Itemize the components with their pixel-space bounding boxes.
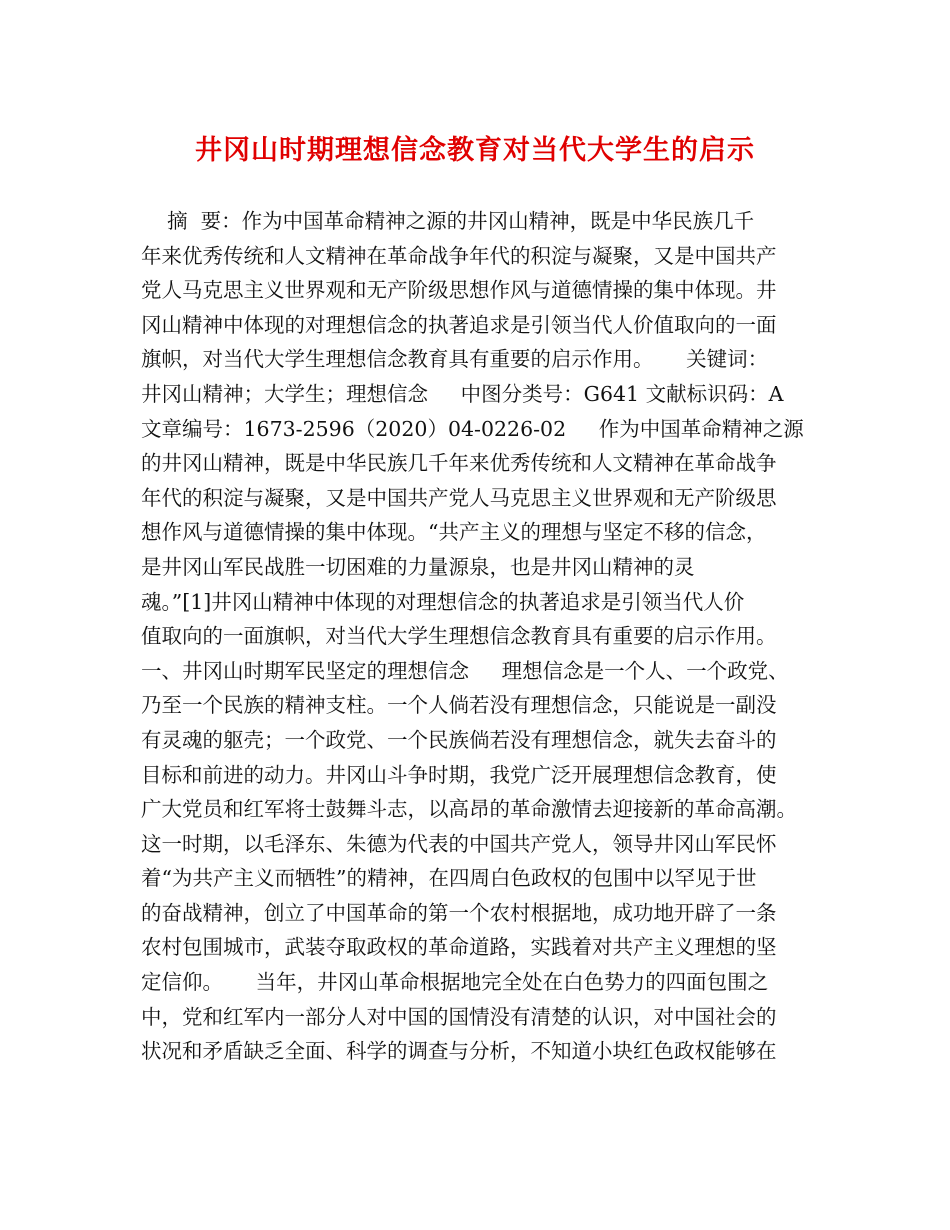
body-text-line: 想作风与道德情操的集中体现。“共产主义的理想与坚定不移的信念， — [141, 520, 767, 545]
body-text-line: 旗帜，对当代大学生理想信念教育具有重要的启示作用。 关键词： — [141, 347, 769, 372]
body-text-line: 农村包围城市，武装夺取政权的革命道路，实践着对共产主义理想的坚 — [141, 935, 777, 960]
body-text-line: 中，党和红军内一部分人对中国的国情没有清楚的认识，对中国社会的 — [141, 1004, 777, 1029]
body-text-line: 着“为共产主义而牺牲”的精神，在四周白色政权的包围中以罕见于世 — [141, 866, 757, 891]
body-text-line: 的奋战精神，创立了中国革命的第一个农村根据地，成功地开辟了一条 — [141, 900, 777, 925]
document-title: 井冈山时期理想信念教育对当代大学生的启示 — [195, 135, 755, 166]
body-text-line: 一、井冈山时期军民坚定的理想信念 理想信念是一个人、一个政党、 — [141, 658, 789, 683]
body-text-line: 广大党员和红军将士鼓舞斗志，以高昂的革命激情去迎接新的革命高潮。 — [141, 797, 797, 822]
body-text-line: 乃至一个民族的精神支柱。一个人倘若没有理想信念，只能说是一副没 — [141, 693, 777, 718]
body-text-line: 是井冈山军民战胜一切困难的力量源泉，也是井冈山精神的灵 — [141, 554, 695, 579]
body-text-line: 冈山精神中体现的对理想信念的执著追求是引领当代人价值取向的一面 — [141, 312, 777, 337]
body-text-line: 有灵魂的躯壳；一个政党、一个民族倘若没有理想信念，就失去奋斗的 — [141, 727, 777, 752]
body-text-line: 目标和前进的动力。井冈山斗争时期，我党广泛开展理想信念教育，使 — [141, 762, 777, 787]
body-text-line: 年代的积淀与凝聚，又是中国共产党人马克思主义世界观和无产阶级思 — [141, 485, 777, 510]
body-text-line: 值取向的一面旗帜，对当代大学生理想信念教育具有重要的启示作用。 — [141, 624, 777, 649]
body-text-line: 年来优秀传统和人文精神在革命战争年代的积淀与凝聚，又是中国共产 — [141, 243, 777, 268]
body-text-line: 魂。”[1]井冈山精神中体现的对理想信念的执著追求是引领当代人价 — [141, 589, 745, 614]
body-text-line: 党人马克思主义世界观和无产阶级思想作风与道德情操的集中体现。井 — [141, 278, 777, 303]
body-text-line: 状况和矛盾缺乏全面、科学的调查与分析，不知道小块红色政权能够在 — [141, 1039, 777, 1064]
document-body — [141, 204, 821, 1069]
body-text-line: 井冈山精神；大学生；理想信念 中图分类号：G641 文献标识码：A — [141, 381, 784, 406]
body-text-line: 定信仰。 当年，井冈山革命根据地完全处在白色势力的四面包围之 — [141, 970, 769, 995]
body-text-line: 摘 要：作为中国革命精神之源的井冈山精神，既是中华民族几千 — [141, 209, 755, 233]
body-text-line: 这一时期，以毛泽东、朱德为代表的中国共产党人，领导井冈山军民怀 — [141, 831, 777, 856]
body-text-line: 的井冈山精神，既是中华民族几千年来优秀传统和人文精神在革命战争 — [141, 451, 777, 476]
body-text-line: 文章编号：1673-2596（2020）04-0226-02 作为中国革命精神之源 — [141, 416, 804, 441]
